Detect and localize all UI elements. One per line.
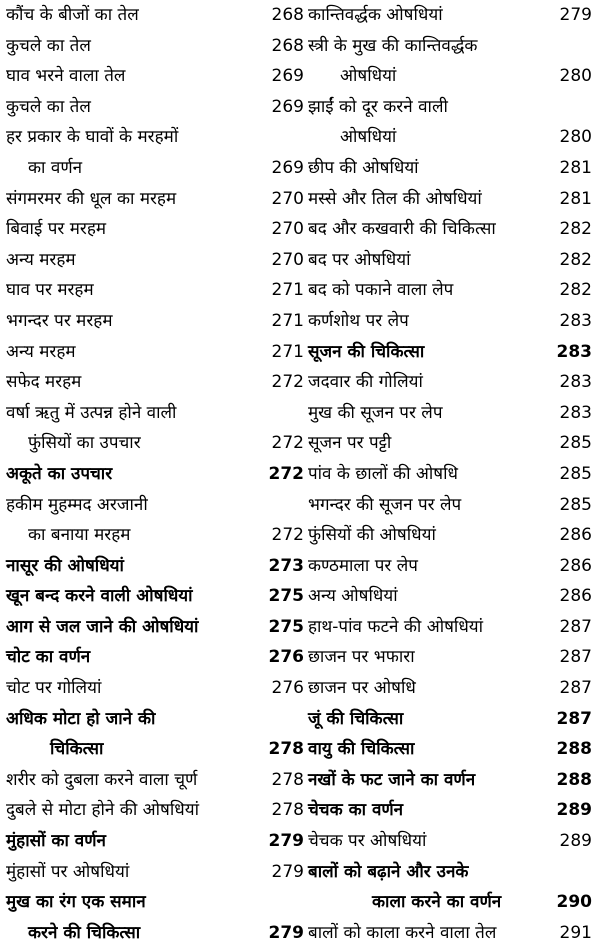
toc-entry-page: 281 — [559, 188, 592, 209]
toc-entry-title: शरीर को दुबला करने वाला चूर्ण — [6, 769, 198, 790]
toc-entry — [308, 122, 600, 153]
toc-entry-page: 272 — [271, 525, 304, 546]
toc-entry-title: छीप की ओषधियां — [308, 157, 419, 178]
toc-entry-page: 288 — [556, 769, 592, 790]
toc-entry-title: फुंसियों का उपचार — [28, 433, 141, 454]
toc-entry-page: 275 — [268, 616, 304, 637]
toc-entry-page: 271 — [271, 280, 304, 301]
toc-entry — [308, 459, 600, 490]
toc-entry — [308, 398, 600, 429]
toc-entry-title: हर प्रकार के घावों के मरहमों — [6, 127, 179, 148]
toc-entry — [308, 0, 600, 31]
toc-entry — [6, 428, 306, 459]
toc-entry-title: छाजन पर भफारा — [308, 647, 415, 668]
toc-entry — [308, 275, 600, 306]
toc-entry — [6, 92, 306, 123]
toc-entry-page: 268 — [271, 5, 304, 25]
toc-entry-title: फुंसियों की ओषधियां — [308, 525, 436, 546]
toc-entry-title: घाव पर मरहम — [6, 280, 94, 301]
toc-entry-title: बालों को काला करने वाला तेल — [308, 922, 497, 943]
toc-entry — [308, 367, 600, 398]
toc-entry-page: 283 — [559, 310, 592, 331]
toc-entry-page: 288 — [556, 739, 592, 760]
toc-entry-page: 273 — [268, 555, 304, 576]
toc-entry — [308, 31, 600, 62]
toc-entry — [308, 795, 600, 826]
toc-entry-title: घाव भरने वाला तेल — [6, 66, 126, 87]
toc-entry-page: 289 — [559, 831, 592, 852]
toc-entry — [6, 551, 306, 582]
toc-entry-title: सूजन पर पट्टी — [308, 433, 392, 454]
toc-entry — [6, 367, 306, 398]
toc-entry-title: सफेद मरहम — [6, 372, 82, 393]
toc-entry — [6, 918, 306, 949]
toc-entry-title: काला करने का वर्णन — [372, 892, 502, 913]
toc-entry — [6, 214, 306, 245]
toc-entry — [6, 122, 306, 153]
toc-entry — [6, 887, 306, 918]
toc-entry — [6, 245, 306, 276]
toc-entry-title: बद पर ओषधियां — [308, 249, 411, 270]
toc-entry — [308, 337, 600, 368]
toc-entry — [308, 551, 600, 582]
toc-entry — [308, 704, 600, 735]
toc-entry-title: जूं की चिकित्सा — [308, 708, 404, 729]
toc-entry-page: 282 — [559, 249, 592, 270]
toc-entry-page: 278 — [271, 769, 304, 790]
toc-entry-page: 276 — [268, 647, 304, 668]
toc-entry-page: 289 — [556, 800, 592, 821]
toc-entry — [308, 765, 600, 796]
toc-entry-page: 278 — [268, 739, 304, 760]
toc-entry-page: 286 — [559, 586, 592, 607]
toc-entry-title: नखों के फट जाने का वर्णन — [308, 769, 476, 790]
toc-entry-title: कान्तिवर्द्धक ओषधियां — [308, 5, 443, 25]
toc-entry-page: 283 — [556, 341, 592, 362]
toc-entry-page: 270 — [271, 249, 304, 270]
toc-entry-title: का वर्णन — [28, 157, 83, 178]
toc-entry-page: 286 — [559, 555, 592, 576]
toc-entry-page: 285 — [559, 494, 592, 515]
toc-entry-page: 271 — [271, 310, 304, 331]
toc-entry-title: अकूते का उपचार — [6, 463, 113, 484]
toc-entry-page: 279 — [559, 5, 592, 25]
toc-entry — [6, 337, 306, 368]
toc-entry-title: करने की चिकित्सा — [28, 922, 141, 943]
toc-entry-page: 287 — [559, 616, 592, 637]
toc-entry-title: ओषधियां — [340, 66, 397, 87]
toc-entry-title: भगन्दर की सूजन पर लेप — [308, 494, 462, 515]
toc-entry-title: मुख की सूजन पर लेप — [308, 402, 443, 423]
toc-entry — [308, 520, 600, 551]
toc-left-column — [6, 0, 306, 948]
toc-entry-page: 271 — [271, 341, 304, 362]
toc-entry-page: 290 — [556, 892, 592, 913]
toc-entry-page: 281 — [559, 157, 592, 178]
toc-entry-page: 279 — [268, 922, 304, 943]
toc-entry-title: अन्य मरहम — [6, 249, 76, 270]
toc-entry — [308, 826, 600, 857]
toc-entry-title: खून बन्द करने वाली ओषधियां — [6, 586, 193, 607]
toc-entry-page: 280 — [559, 66, 592, 87]
toc-entry-page: 279 — [268, 831, 304, 852]
toc-entry-title: ओषधियां — [340, 127, 397, 148]
toc-entry-page: 275 — [268, 586, 304, 607]
toc-entry-title: पांव के छालों की ओषधि — [308, 463, 458, 484]
toc-entry-page: 269 — [271, 157, 304, 178]
toc-entry — [308, 887, 600, 918]
toc-entry-page: 279 — [271, 861, 304, 882]
toc-entry-page: 278 — [271, 800, 304, 821]
toc-entry — [6, 826, 306, 857]
toc-entry-page: 287 — [559, 647, 592, 668]
toc-entry-page: 285 — [559, 463, 592, 484]
toc-entry-page: 282 — [559, 219, 592, 240]
toc-entry-title: कौंच के बीजों का तेल — [6, 5, 139, 25]
toc-entry-title: बद को पकाने वाला लेप — [308, 280, 454, 301]
toc-entry-title: चोट पर गोलियां — [6, 678, 102, 699]
toc-entry — [308, 214, 600, 245]
toc-entry — [6, 734, 306, 765]
toc-entry — [6, 673, 306, 704]
toc-entry-page: 287 — [559, 678, 592, 699]
toc-entry-title: भगन्दर पर मरहम — [6, 310, 113, 331]
toc-entry-title: चेचक पर ओषधियां — [308, 831, 427, 852]
toc-entry — [308, 245, 600, 276]
toc-entry — [6, 61, 306, 92]
toc-entry-title: कण्ठमाला पर लेप — [308, 555, 418, 576]
toc-entry-page: 282 — [559, 280, 592, 301]
toc-entry-title: स्त्री के मुख की कान्तिवर्द्धक — [308, 35, 478, 56]
toc-entry-page: 269 — [271, 96, 304, 117]
toc-entry-title: हकीम मुहम्मद अरजानी — [6, 494, 148, 515]
toc-entry — [308, 918, 600, 949]
toc-entry-title: अधिक मोटा हो जाने की — [6, 708, 156, 729]
toc-entry-page: 287 — [556, 708, 592, 729]
toc-entry — [308, 581, 600, 612]
toc-entry — [6, 612, 306, 643]
toc-entry-title: का बनाया मरहम — [28, 525, 131, 546]
toc-entry-page: 283 — [559, 372, 592, 393]
toc-entry — [308, 92, 600, 123]
toc-entry-page: 285 — [559, 433, 592, 454]
toc-entry — [308, 490, 600, 521]
toc-entry — [6, 153, 306, 184]
toc-entry-title: छाजन पर ओषधि — [308, 678, 416, 699]
toc-entry — [6, 857, 306, 888]
toc-entry-title: वर्षा ऋतु में उत्पन्न होने वाली — [6, 402, 177, 423]
toc-entry-title: बद और कखवारी की चिकित्सा — [308, 219, 496, 240]
toc-entry-page: 283 — [559, 402, 592, 423]
toc-entry-page: 272 — [271, 372, 304, 393]
toc-entry-title: मुंहासों पर ओषधियां — [6, 861, 130, 882]
toc-entry-title: मुख का रंग एक समान — [6, 892, 146, 913]
toc-entry — [308, 612, 600, 643]
toc-entry-title: आग से जल जाने की ओषधियां — [6, 616, 199, 637]
toc-entry — [6, 490, 306, 521]
toc-entry — [6, 459, 306, 490]
toc-entry — [308, 857, 600, 888]
toc-entry — [6, 704, 306, 735]
toc-entry — [6, 306, 306, 337]
toc-entry — [308, 306, 600, 337]
toc-entry-page: 270 — [271, 219, 304, 240]
toc-entry-title: सूजन की चिकित्सा — [308, 341, 425, 362]
toc-entry — [308, 61, 600, 92]
toc-entry-title: चेचक का वर्णन — [308, 800, 404, 821]
toc-entry-page: 268 — [271, 35, 304, 56]
toc-entry — [308, 153, 600, 184]
toc-entry — [308, 673, 600, 704]
toc-entry — [308, 428, 600, 459]
toc-entry-page: 272 — [268, 463, 304, 484]
toc-entry-title: झाईं को दूर करने वाली — [308, 96, 448, 117]
toc-entry — [6, 184, 306, 215]
toc-entry — [6, 765, 306, 796]
toc-entry — [6, 642, 306, 673]
toc-entry-page: 280 — [559, 127, 592, 148]
toc-entry-title: अन्य ओषधियां — [308, 586, 398, 607]
toc-entry-title: मस्से और तिल की ओषधियां — [308, 188, 482, 209]
toc-entry-title: अन्य मरहम — [6, 341, 76, 362]
toc-entry — [6, 795, 306, 826]
toc-entry-title: बिवाई पर मरहम — [6, 219, 107, 240]
toc-entry-title: चोट का वर्णन — [6, 647, 91, 668]
toc-entry — [308, 184, 600, 215]
toc-entry-page: 286 — [559, 525, 592, 546]
toc-entry-title: बालों को बढ़ाने और उनके — [308, 861, 469, 882]
toc-entry-title: कुचले का तेल — [6, 35, 91, 56]
toc-entry — [308, 734, 600, 765]
toc-entry-title: कुचले का तेल — [6, 96, 91, 117]
toc-entry — [6, 0, 306, 31]
toc-entry — [6, 520, 306, 551]
toc-entry-title: चिकित्सा — [50, 739, 104, 760]
toc-entry-title: नासूर की ओषधियां — [6, 555, 124, 576]
toc-entry-page: 270 — [271, 188, 304, 209]
toc-entry-page: 276 — [271, 678, 304, 699]
toc-entry-page: 272 — [271, 433, 304, 454]
toc-entry-title: हाथ-पांव फटने की ओषधियां — [308, 616, 484, 637]
toc-entry-title: मुंहासों का वर्णन — [6, 831, 106, 852]
toc-entry — [308, 642, 600, 673]
toc-entry-title: दुबले से मोटा होने की ओषधियां — [6, 800, 199, 821]
toc-entry — [6, 275, 306, 306]
toc-entry-title: कर्णशोथ पर लेप — [308, 310, 409, 331]
toc-entry-page: 291 — [559, 922, 592, 943]
toc-entry-title: जदवार की गोलियां — [308, 372, 423, 393]
toc-entry — [6, 581, 306, 612]
toc-right-column — [308, 0, 600, 948]
toc-entry-title: वायु की चिकित्सा — [308, 739, 415, 760]
toc-entry — [6, 31, 306, 62]
toc-entry-title: संगमरमर की धूल का मरहम — [6, 188, 177, 209]
toc-entry — [6, 398, 306, 429]
toc-entry-page: 269 — [271, 66, 304, 87]
